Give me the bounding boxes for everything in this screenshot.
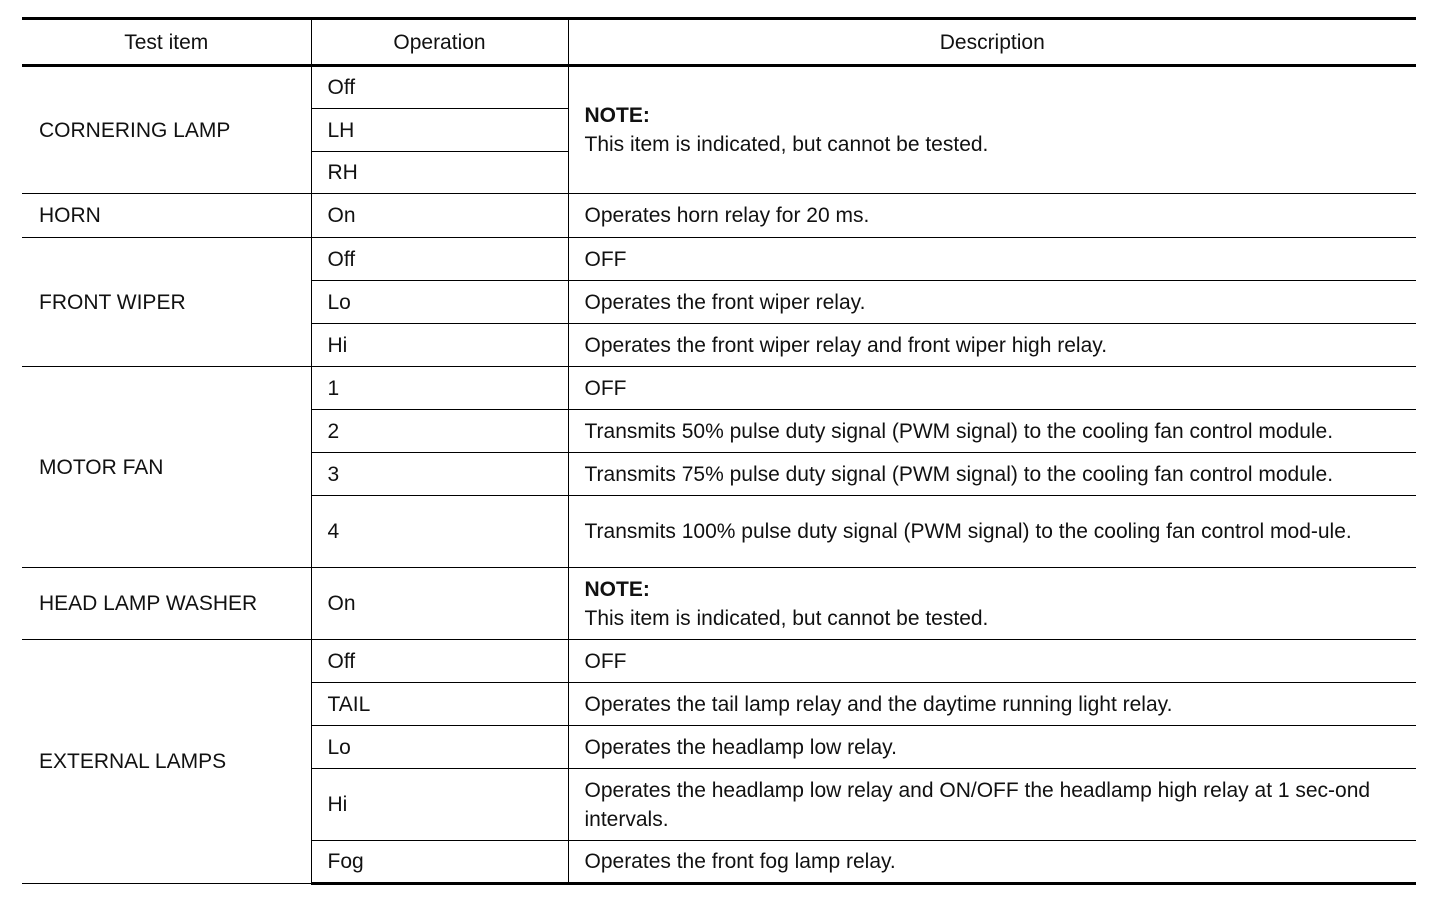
operation-cell: TAIL xyxy=(311,683,568,726)
operation-cell: Off xyxy=(311,640,568,683)
description-cell: OFF xyxy=(568,238,1416,281)
header-description: Description xyxy=(568,19,1416,66)
test-item-motor-fan: MOTOR FAN xyxy=(22,367,311,568)
operation-cell: LH xyxy=(311,109,568,152)
test-item-cornering-lamp: CORNERING LAMP xyxy=(22,66,311,194)
header-test-item: Test item xyxy=(22,19,311,66)
description-cell: OFF xyxy=(568,367,1416,410)
operation-cell: Lo xyxy=(311,726,568,769)
note-label: NOTE: xyxy=(584,104,650,127)
operation-cell: 2 xyxy=(311,410,568,453)
test-item-horn: HORN xyxy=(22,194,311,238)
operation-cell: On xyxy=(311,194,568,238)
table-header-row xyxy=(22,19,1416,66)
note-text: This item is indicated, but cannot be tested. xyxy=(584,606,989,630)
description-cell: Operates the front wiper relay and front wiper high relay. xyxy=(568,324,1416,367)
operation-cell: RH xyxy=(311,152,568,194)
description-note-cell xyxy=(568,66,1416,194)
note-text: This item is indicated, but cannot be tested. xyxy=(584,133,989,156)
operation-cell: Hi xyxy=(311,324,568,367)
description-cell: Operates the front wiper relay. xyxy=(568,281,1416,324)
description-cell: Operates the front fog lamp relay. xyxy=(568,841,1416,884)
operation-cell: Lo xyxy=(311,281,568,324)
description-cell: Operates horn relay for 20 ms. xyxy=(568,194,1416,238)
operation-cell: Fog xyxy=(311,841,568,884)
description-cell: Transmits 75% pulse duty signal (PWM signal) to the cooling fan control module. xyxy=(568,453,1416,496)
note-label: NOTE: xyxy=(584,577,650,601)
test-item-front-wiper: FRONT WIPER xyxy=(22,238,311,367)
description-note-cell xyxy=(568,568,1416,640)
header-operation: Operation xyxy=(311,19,568,66)
table-row xyxy=(22,66,1416,109)
test-item-head-lamp-washer: HEAD LAMP WASHER xyxy=(22,568,311,640)
description-cell: Transmits 100% pulse duty signal (PWM signal) to the cooling fan control mod-ule. xyxy=(568,496,1416,568)
operation-cell: Hi xyxy=(311,769,568,841)
operation-cell: 1 xyxy=(311,367,568,410)
description-cell: OFF xyxy=(568,640,1416,683)
description-cell: Operates the headlamp low relay and ON/OFF the headlamp high relay at 1 sec-ond intervals. xyxy=(568,769,1416,841)
operation-cell: Off xyxy=(311,238,568,281)
table-row xyxy=(22,194,1416,238)
operation-cell: 4 xyxy=(311,496,568,568)
description-cell: Operates the tail lamp relay and the daytime running light relay. xyxy=(568,683,1416,726)
description-cell: Transmits 50% pulse duty signal (PWM signal) to the cooling fan control module. xyxy=(568,410,1416,453)
table-row xyxy=(22,640,1416,683)
operation-cell: 3 xyxy=(311,453,568,496)
active-test-table xyxy=(22,17,1416,885)
description-cell: Operates the headlamp low relay. xyxy=(568,726,1416,769)
test-item-external-lamps: EXTERNAL LAMPS xyxy=(22,640,311,884)
table-row xyxy=(22,238,1416,281)
table-row xyxy=(22,367,1416,410)
table-row xyxy=(22,568,1416,640)
operation-cell: Off xyxy=(311,66,568,109)
operation-cell: On xyxy=(311,568,568,640)
